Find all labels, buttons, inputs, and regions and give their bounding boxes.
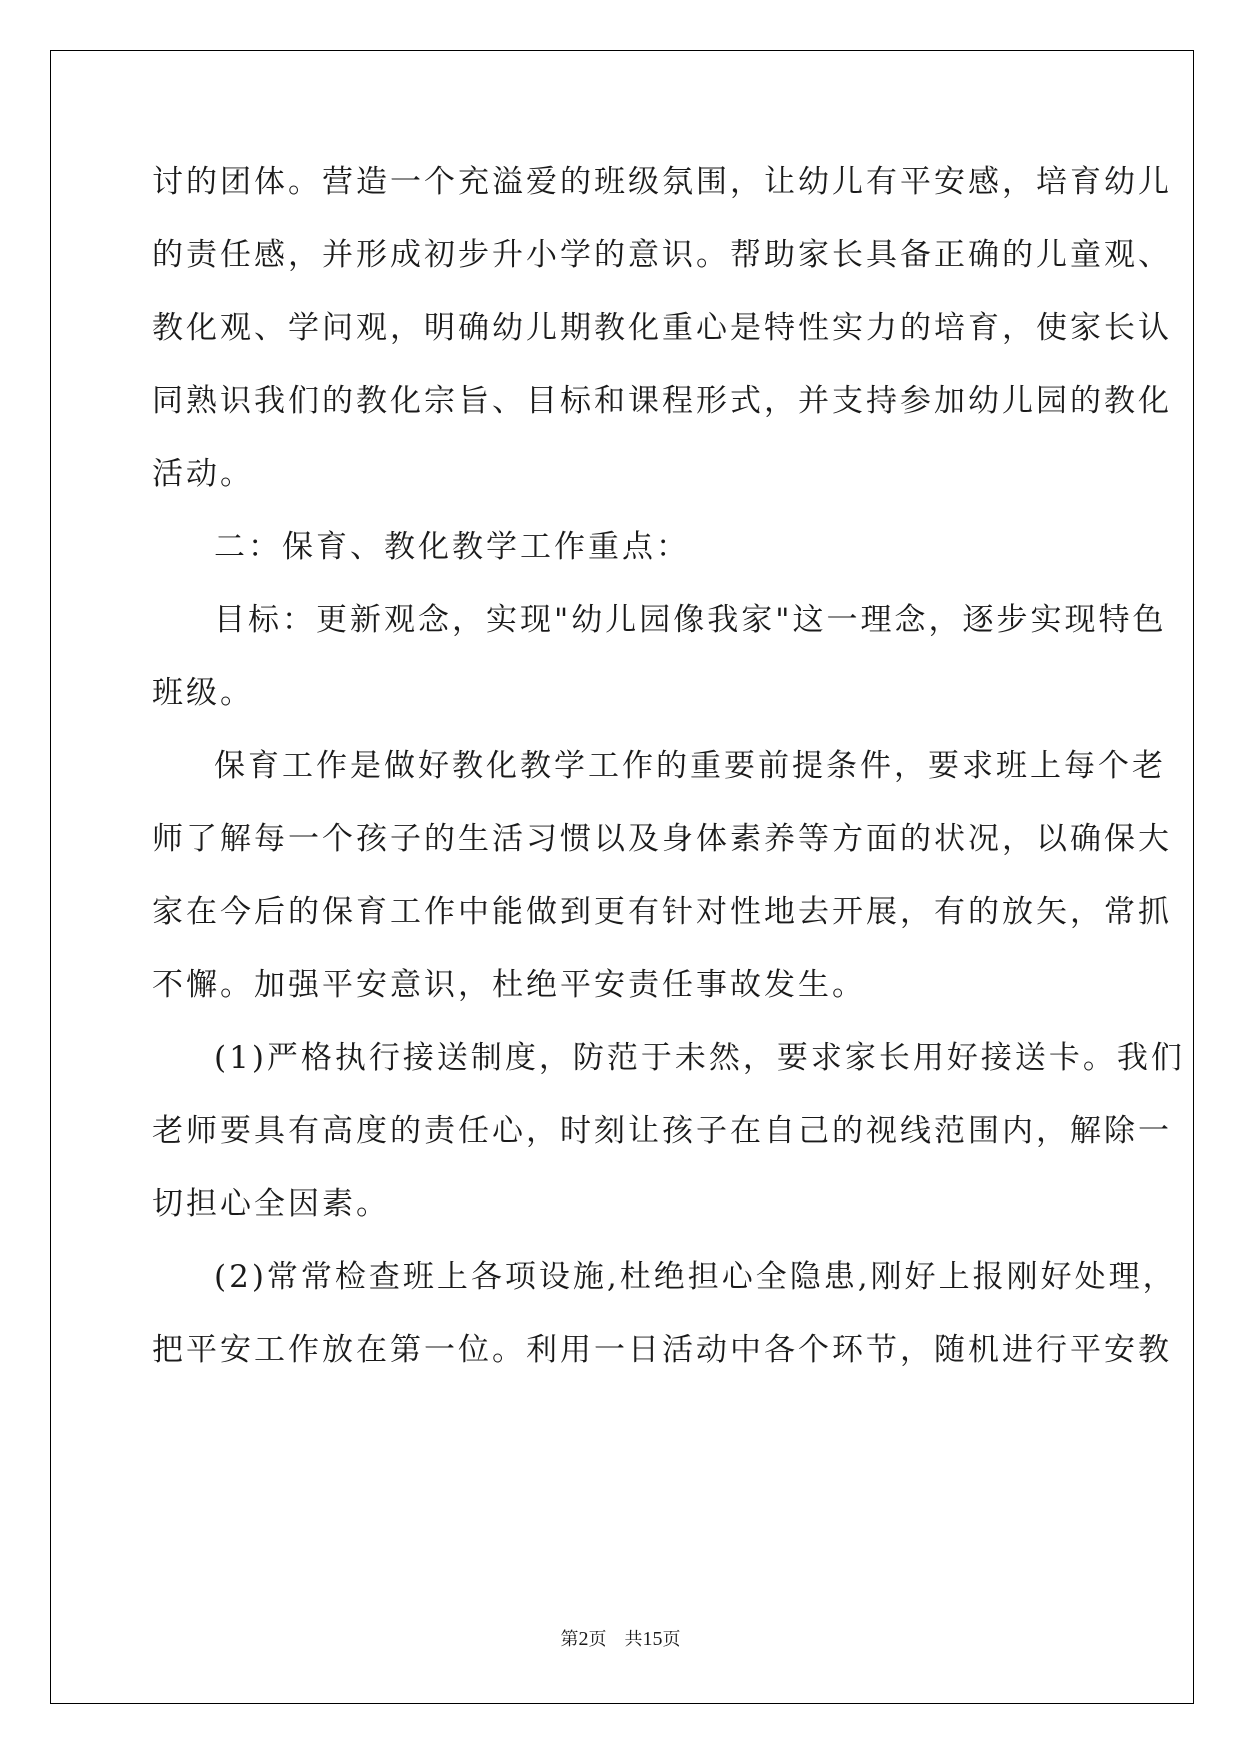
text-line: 目标：更新观念，实现"幼儿园像我家"这一理念，逐步实现特色	[214, 602, 1167, 638]
text-line: 家在今后的保育工作中能做到更有针对性地去开展，有的放矢，常抓	[152, 894, 1172, 930]
text-line: 老师要具有高度的责任心，时刻让孩子在自己的视线范围内，解除一	[152, 1113, 1172, 1149]
text-line: 的责任感，并形成初步升小学的意识。帮助家长具备正确的儿童观、	[152, 237, 1172, 273]
page-footer	[0, 1625, 1241, 1651]
page-border	[50, 50, 1194, 1704]
footer-prefix: 第	[560, 1629, 579, 1649]
text-line: 师了解每一个孩子的生活习惯以及身体素养等方面的状况，以确保大	[152, 821, 1172, 857]
text-line: 讨的团体。营造一个充溢爱的班级氛围，让幼儿有平安感，培育幼儿	[152, 164, 1172, 200]
text-line: 活动。	[152, 456, 254, 492]
footer-mid: 页 共	[588, 1629, 643, 1649]
text-line: 班级。	[152, 675, 254, 711]
text-line: 把平安工作放在第一位。利用一日活动中各个环节，随机进行平安教	[152, 1332, 1172, 1368]
total-page-number: 15	[642, 1628, 663, 1650]
section-heading: 二：保育、教化教学工作重点：	[214, 529, 690, 565]
text-line: 保育工作是做好教化教学工作的重要前提条件，要求班上每个老	[214, 748, 1166, 784]
text-line: 切担心全因素。	[152, 1186, 390, 1222]
text-line: (2)常常检查班上各项设施,杜绝担心全隐患,刚好上报刚好处理，	[214, 1259, 1177, 1295]
text-line: 不懈。加强平安意识，杜绝平安责任事故发生。	[152, 967, 866, 1003]
text-line: 同熟识我们的教化宗旨、目标和课程形式，并支持参加幼儿园的教化	[152, 383, 1172, 419]
current-page-number: 2	[578, 1628, 589, 1650]
footer-suffix: 页	[662, 1629, 681, 1649]
text-line: 教化观、学问观，明确幼儿期教化重心是特性实力的培育，使家长认	[152, 310, 1172, 346]
text-line: (1)严格执行接送制度，防范于未然，要求家长用好接送卡。我们	[214, 1040, 1185, 1076]
